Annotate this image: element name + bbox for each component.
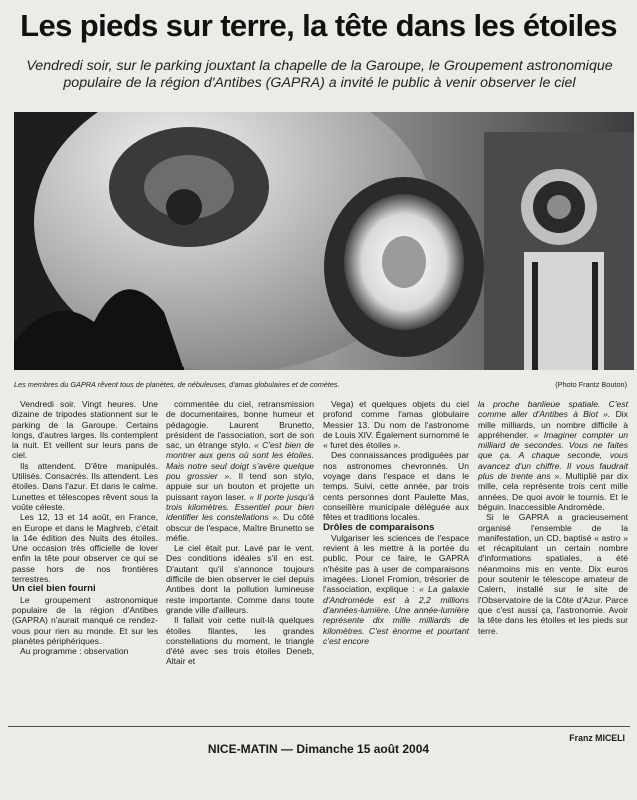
photo-caption: Les membres du GAPRA rêvent tous de planètes, de nébuleuses, d'amas globulaires et de comètes. — [14, 380, 340, 389]
telescope-photo — [14, 112, 634, 370]
paragraph — [166, 399, 314, 543]
quote: « Imaginer compter un milliard de secondes. Vous ne faites que ça. A chaque seconde, vous avancez d'un chiffre. Il vous faudrait plus de trente ans ». — [478, 429, 629, 482]
article-column-2 — [166, 399, 314, 667]
author-byline: Franz MICELI — [569, 733, 625, 743]
paragraph: Vendredi soir. Vingt heures. Une dizaine de tripodes stationnent sur le parking de la Garoupe. Certains longs, d'autres larges. Ils contemplent la nuit. Et veillent sur leurs pans de ciel. — [12, 399, 158, 461]
text-run: Multiplié par dix mille, cela représente trois cent mille années. De quoi avoir le tournis. Et le béguin. Inaccessible Andromède. — [478, 471, 629, 512]
paragraph: Vega) et quelques objets du ciel profond comme l'amas globulaire Messier 13. Du nom de l'astronome de Louis XIV. Également surnommé le « furet des étoiles ». — [323, 399, 469, 451]
footer — [0, 742, 637, 756]
paragraph — [323, 533, 469, 646]
quote: « C'est bien de montrer aux gens où sont les étoiles. Mais notre seul doigt s'avère quelque pou grossier ». — [166, 440, 315, 482]
paragraph: Au programme : observation — [20, 646, 129, 657]
paragraph: Ils attendent. D'être manipulés. Utilisés. Consacrés. Ils attendent. Les étoiles. Dans l'azur. Et dans le calme. Lunettes et télescopes rêvent sous la voûte céleste. — [12, 460, 158, 512]
footer-rule — [8, 726, 630, 727]
paragraph: Il fallait voir cette nuit-là quelques étoiles filantes, les grandes constellations du moment, le triangle d'été avec ses trois étoiles Deneb, Altair et — [166, 615, 314, 667]
paragraph: Si le GAPRA a gracieusement organisé l'ensemble de la manifestation, un CD, baptisé « astro » et récapitulant un certain nombre d'informations spatiales, a été néanmoins mis en vente. Dix euros pour soutenir le télescope amateur de Calern, installé sur le site de l'Observatoire de la Côte d'Azur. Parce que c'est aussi ça, l'astronomie. Avoir la tête dans les étoiles et les pieds sur terre. — [478, 512, 628, 636]
intertitle: Drôles de comparaisons — [323, 521, 435, 533]
paragraph: Le groupement astronomique populaire de la région d'Antibes (GAPRA) n'aurait manqué ce rendez-vous pour rien au monde. Et sur les planètes périphériques. — [12, 594, 158, 646]
quote: « La galaxie d'Andromède est à 2,2 millions d'années-lumière. Une année-lumière représente dix mille milliards de kilomètres. C'est énorme et pourtant c'est encore — [323, 584, 469, 646]
quote: « Il porte jusqu'à trois kilomètres. Essentiel pour bien identifier les constellations ». — [166, 491, 315, 523]
subheadline: Vendredi soir, sur le parking jouxtant la chapelle de la Garoupe, le Groupement astronomique populaire de la région d'Antibes (GAPRA) a invité le public à venir observer le ciel — [26, 58, 613, 91]
quote: la proche banlieue spatiale. C'est comme aller d'Antibes à Biot ». — [478, 399, 628, 420]
paragraph: Le ciel était pur. Lavé par le vent. Des conditions idéales s'il en est. D'autant qu'il s'annonce toujours difficile de bien observer le ciel depuis Antibes dont la pollution lumineuse reste importante. Comme dans toute grande ville d'ailleurs. — [166, 543, 314, 615]
footer-text: NICE-MATIN — Dimanche 15 août 2004 — [204, 742, 433, 756]
article-column-1 — [12, 399, 158, 656]
headline: Les pieds sur terre, la tête dans les étoiles — [20, 8, 617, 43]
text-run: Vulgariser les sciences de l'espace revient à les mettre à la portée du public. Pour ce faire, le GAPRA n'hésite pas à user de comparaisons imagées. Lionel Fromion, trésorier de l'association, explique : — [323, 532, 469, 595]
text-run: commentée du ciel, retransmission de documentaires, bonne humeur et pédagogie. Laurent Brunetto, président de l'association, sort de son sac, un étrange stylo. — [166, 399, 314, 451]
text-run: Il tend son stylo, appuie sur un bouton et projette un puissant rayon laser. — [166, 471, 314, 502]
photo-credit: (Photo Frantz Bouton) — [555, 380, 627, 389]
article-column-3 — [323, 399, 469, 646]
article-photo — [14, 112, 634, 370]
text-run: Dix mille milliards, un nombre difficile à appréhender. — [478, 409, 628, 440]
article-column-4 — [478, 399, 628, 636]
paragraph — [478, 399, 628, 512]
paragraph: Les 12, 13 et 14 août, en France, en Europe et dans le Maghreb, c'était la 14e édition des Nuits des étoiles. Une occasion très officielle de lover enfin la tête pour observer ce qui se passe hors de nos frontières terrestres. — [12, 512, 158, 585]
text-run: Du côté obscur de l'espace, Maître Brunetto se méfie. — [166, 512, 315, 543]
paragraph: Des connaissances prodiguées par nos astronomes chevronnés. Un voyage dans l'espace et dans le temps. Suivi, cette année, par trois cents personnes dont Paulette Mas, conseillère municipale déléguée aux fêtes et traditions locales. — [323, 450, 469, 523]
intertitle: Un ciel bien fourni — [12, 583, 96, 595]
